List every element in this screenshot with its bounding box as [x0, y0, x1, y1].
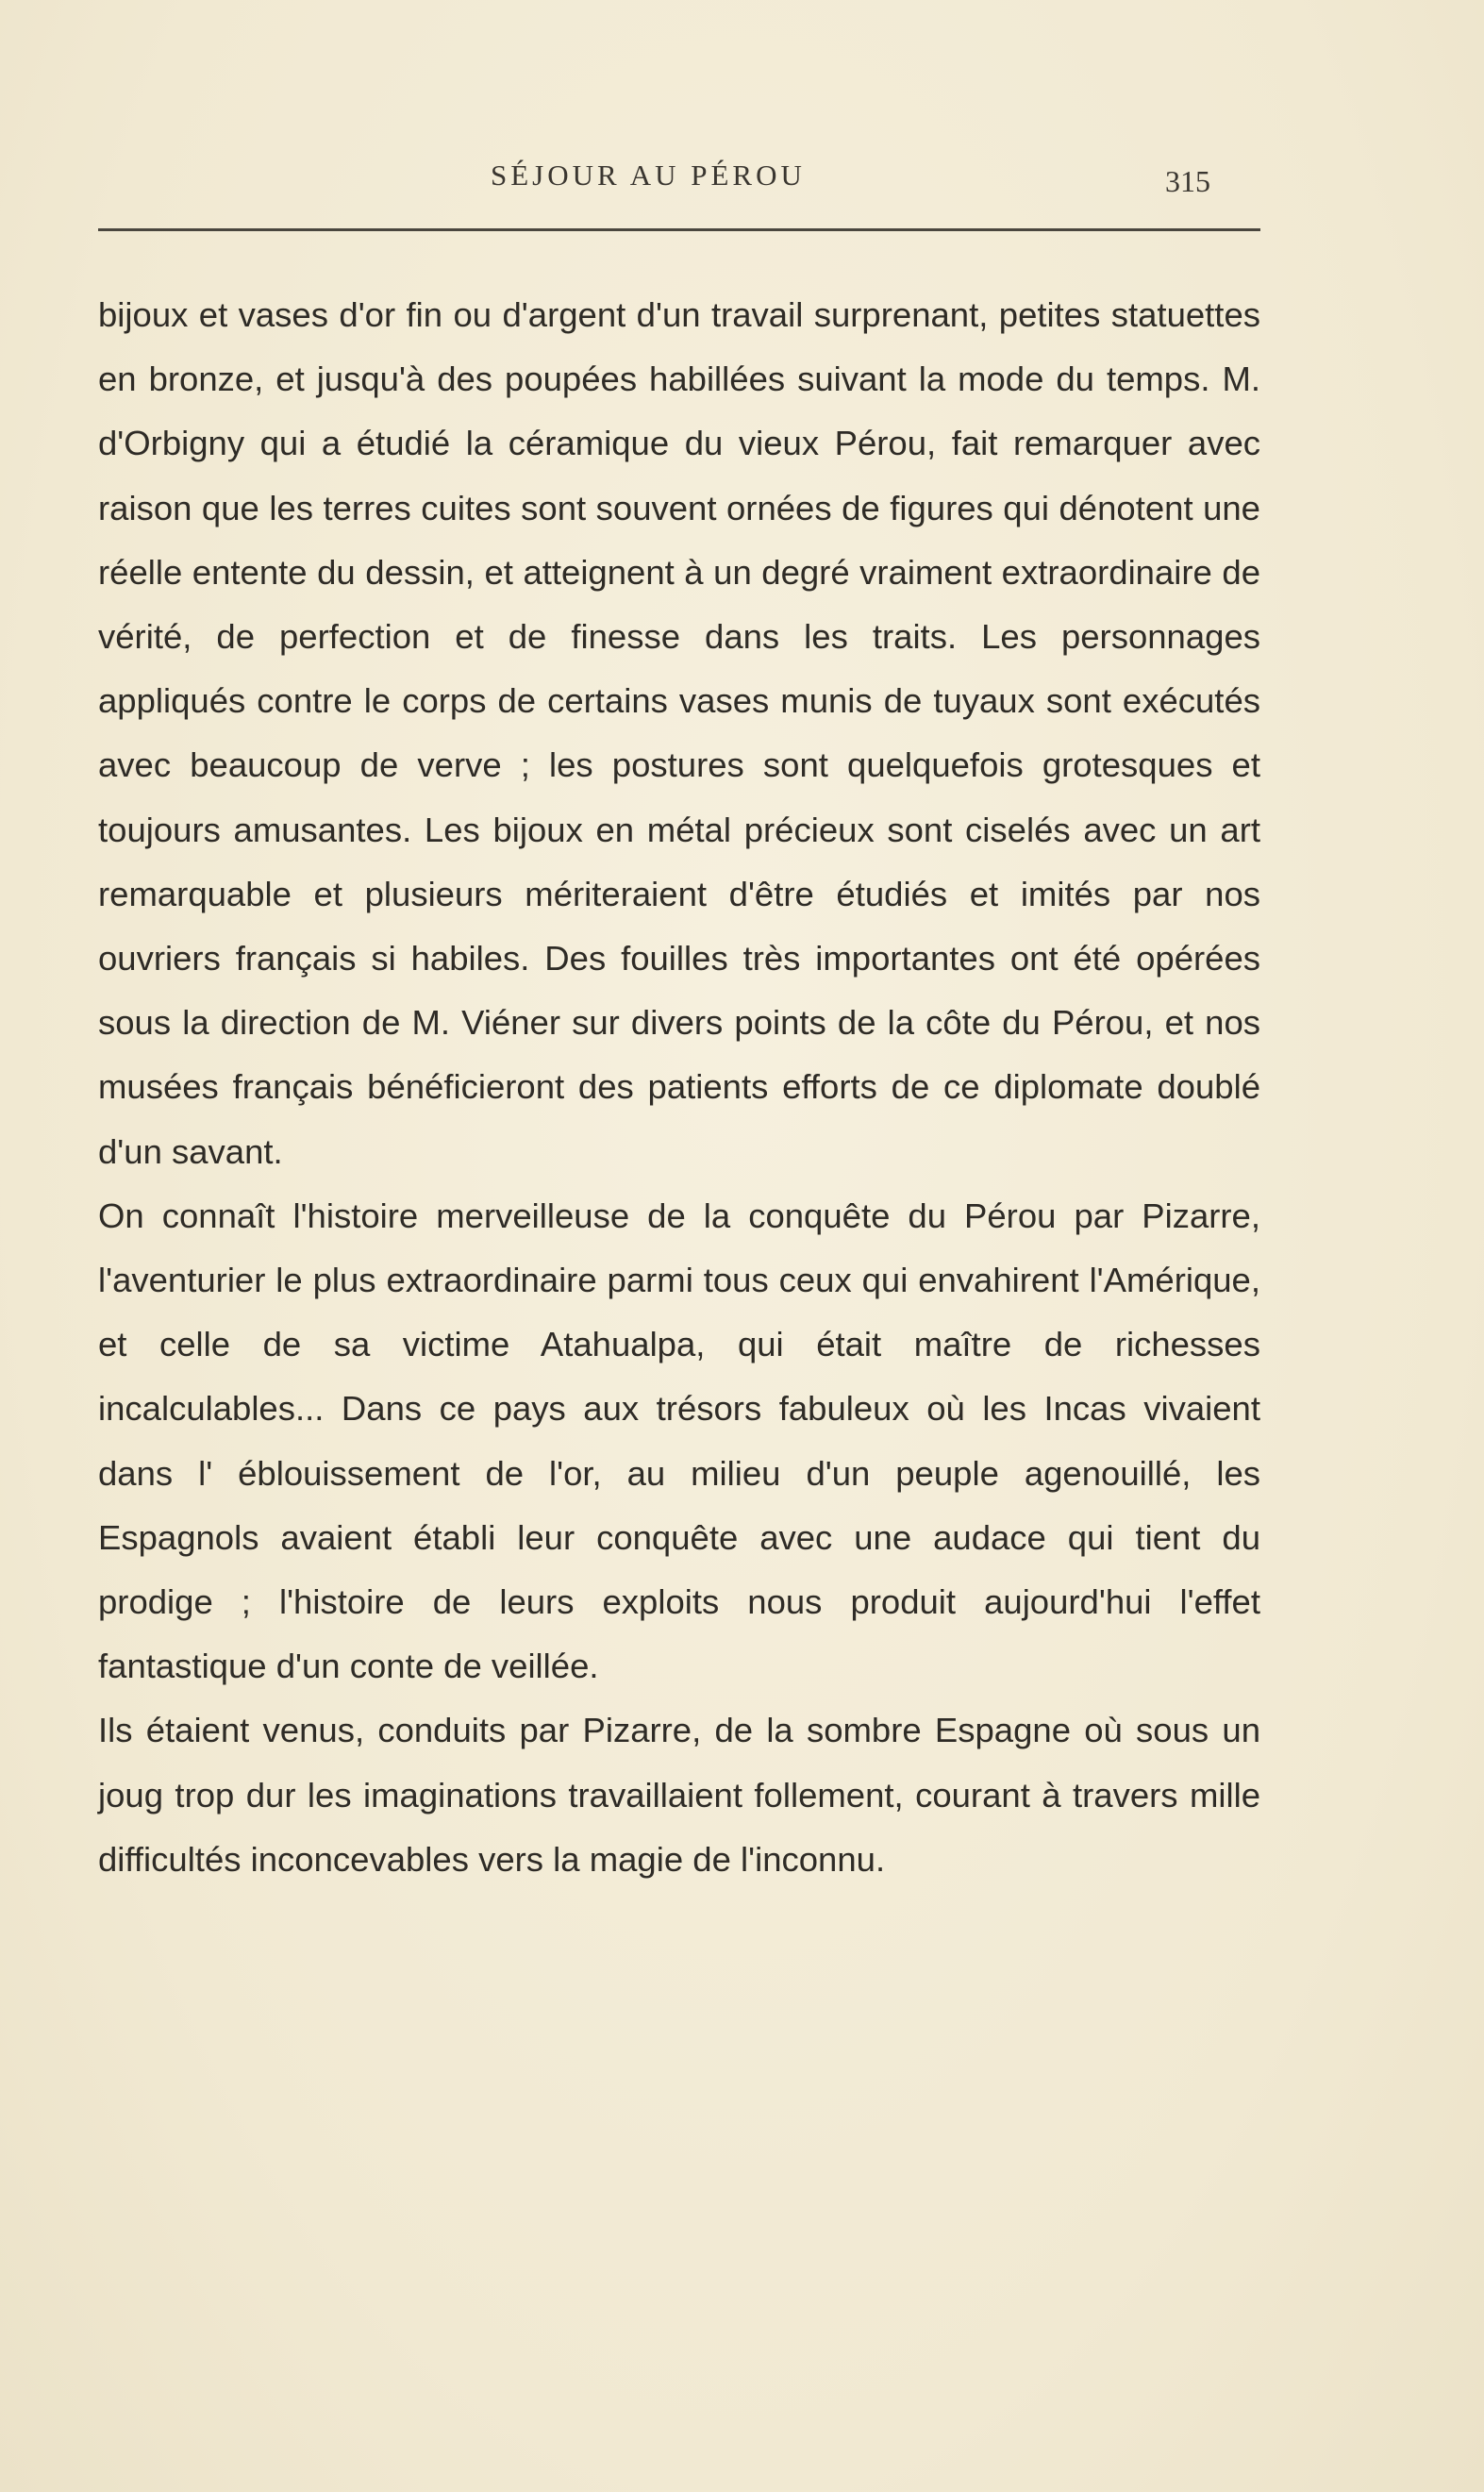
- page-number: 315: [1165, 164, 1210, 198]
- body-text: [98, 283, 1260, 1892]
- running-head-title: SÉJOUR AU PÉROU: [491, 159, 806, 192]
- header-rule: [98, 228, 1260, 231]
- running-head: [0, 151, 1484, 208]
- paragraph: Ils étaient venus, conduits par Pizarre, de la sombre Espagne où sous un joug trop dur les imaginations travaillaient follement, courant à travers mille difficultés inconcevables vers la magie de l'inconnu.: [98, 1711, 1260, 1879]
- paragraph: bijoux et vases d'or fin ou d'argent d'un travail surprenant, petites statuettes en bronze, et jusqu'à des poupées habillées suivant la mode du temps. M. d'Orbigny qui a étudié la céramique du vieux Pérou, fait remarquer avec raison que les terres cuites sont souvent ornées de figures qui dénotent une réelle entente du dessin, et atteignent à un degré vraiment extraordinaire de vérité, de perfection et de finesse dans les traits. Les personnages appliqués contre le corps de certains vases munis de tuyaux sont exécutés avec beaucoup de verve ; les postures sont quelquefois grotesques et toujours amusantes. Les bijoux en métal précieux sont ciselés avec un art remarquable et plusieurs mériteraient d'être étudiés et imités par nos ouvriers français si habiles. Des fouilles très importantes ont été opérées sous la direction de M. Viéner sur divers points de la côte du Pérou, et nos musées français bénéficieront des patients efforts de ce diplomate doublé d'un savant.: [98, 295, 1260, 1171]
- paragraph: On connaît l'histoire merveilleuse de la conquête du Pérou par Pizarre, l'aventurier le plus extraordinaire parmi tous ceux qui envahirent l'Amérique, et celle de sa victime Atahualpa, qui était maître de richesses incalculables... Dans ce pays aux trésors fabuleux où les Incas vivaient dans l' éblouissement de l'or, au milieu d'un peuple agenouillé, les Espagnols avaient établi leur conquête avec une audace qui tient du prodige ; l'histoire de leurs exploits nous produit aujourd'hui l'effet fantastique d'un conte de veillée.: [98, 1196, 1260, 1686]
